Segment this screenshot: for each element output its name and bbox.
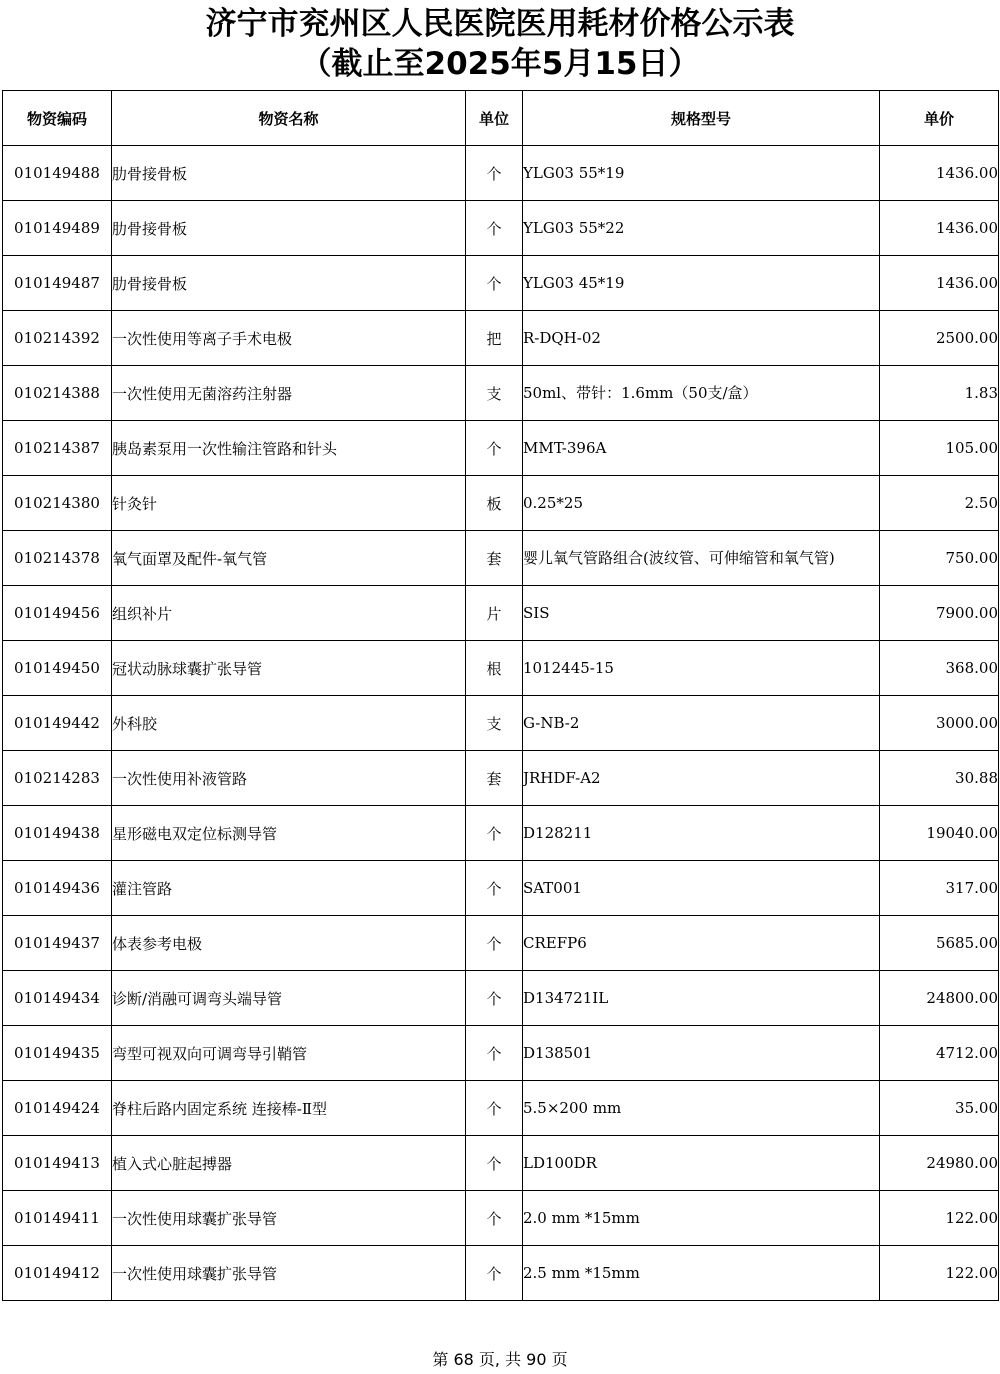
cell-name: 一次性使用球囊扩张导管 [112,1246,466,1301]
cell-price: 5685.00 [880,916,999,971]
cell-price: 1.83 [880,366,999,421]
cell-price: 122.00 [880,1191,999,1246]
cell-price: 24980.00 [880,1136,999,1191]
cell-name: 组织补片 [112,586,466,641]
cell-price: 122.00 [880,1246,999,1301]
cell-price: 7900.00 [880,586,999,641]
cell-code: 010149411 [3,1191,112,1246]
cell-unit: 个 [466,861,523,916]
price-table [2,90,999,1301]
cell-name: 弯型可视双向可调弯导引鞘管 [112,1026,466,1081]
cell-code: 010214388 [3,366,112,421]
table-row [3,1026,999,1081]
cell-code: 010149450 [3,641,112,696]
table-body [3,146,999,1301]
cell-spec: MMT-396A [523,421,880,476]
cell-spec: D128211 [523,806,880,861]
header-unit: 单位 [466,91,523,146]
table-row [3,201,999,256]
cell-spec: 5.5×200 mm [523,1081,880,1136]
cell-name: 灌注管路 [112,861,466,916]
cell-name: 脊柱后路内固定系统 连接棒-Ⅱ型 [112,1081,466,1136]
cell-price: 4712.00 [880,1026,999,1081]
cell-unit: 套 [466,751,523,806]
cell-price: 750.00 [880,531,999,586]
cell-name: 冠状动脉球囊扩张导管 [112,641,466,696]
cell-price: 1436.00 [880,256,999,311]
cell-name: 星形磁电双定位标测导管 [112,806,466,861]
cell-code: 010214378 [3,531,112,586]
table-row [3,146,999,201]
cell-price: 30.88 [880,751,999,806]
cell-spec: 50ml、带针：1.6mm（50支/盒） [523,366,880,421]
cell-price: 1436.00 [880,146,999,201]
cell-unit: 个 [466,971,523,1026]
cell-name: 体表参考电极 [112,916,466,971]
cell-name: 诊断/消融可调弯头端导管 [112,971,466,1026]
cell-unit: 根 [466,641,523,696]
table-row [3,421,999,476]
cell-spec: 2.0 mm *15mm [523,1191,880,1246]
cell-price: 105.00 [880,421,999,476]
cell-unit: 个 [466,256,523,311]
cell-unit: 个 [466,421,523,476]
cell-name: 一次性使用球囊扩张导管 [112,1191,466,1246]
cell-unit: 个 [466,1026,523,1081]
cell-code: 010149442 [3,696,112,751]
cell-spec: G-NB-2 [523,696,880,751]
cell-code: 010149412 [3,1246,112,1301]
cell-price: 2.50 [880,476,999,531]
cell-price: 3000.00 [880,696,999,751]
cell-unit: 支 [466,366,523,421]
cell-unit: 支 [466,696,523,751]
cell-spec: 1012445-15 [523,641,880,696]
cell-spec: SIS [523,586,880,641]
table-row [3,366,999,421]
table-row [3,256,999,311]
page-subtitle-date: （截止至2025年5月15日） [300,46,700,82]
table-header-row [3,91,999,146]
table-row [3,531,999,586]
cell-name: 针灸针 [112,476,466,531]
cell-name: 肋骨接骨板 [112,201,466,256]
cell-name: 一次性使用补液管路 [112,751,466,806]
table-row [3,1136,999,1191]
cell-code: 010149456 [3,586,112,641]
cell-code: 010149489 [3,201,112,256]
table-row [3,971,999,1026]
cell-spec: D134721IL [523,971,880,1026]
cell-price: 35.00 [880,1081,999,1136]
cell-unit: 个 [466,1246,523,1301]
cell-code: 010214387 [3,421,112,476]
table-row [3,916,999,971]
cell-unit: 个 [466,916,523,971]
cell-price: 24800.00 [880,971,999,1026]
cell-code: 010149487 [3,256,112,311]
cell-spec: 婴儿氧气管路组合(波纹管、可伸缩管和氧气管) [523,531,880,586]
table-row [3,806,999,861]
cell-code: 010149424 [3,1081,112,1136]
cell-unit: 个 [466,1191,523,1246]
cell-unit: 个 [466,806,523,861]
page-number: 第 68 页, 共 90 页 [432,1350,568,1369]
cell-code: 010149434 [3,971,112,1026]
cell-unit: 个 [466,1081,523,1136]
cell-spec: D138501 [523,1026,880,1081]
table-row [3,1081,999,1136]
table-row [3,586,999,641]
header-name: 物资名称 [112,91,466,146]
cell-code: 010149438 [3,806,112,861]
cell-code: 010149413 [3,1136,112,1191]
table-row [3,311,999,366]
table-row [3,1191,999,1246]
cell-name: 一次性使用等离子手术电极 [112,311,466,366]
table-row [3,696,999,751]
cell-spec: SAT001 [523,861,880,916]
cell-code: 010149488 [3,146,112,201]
table-row [3,476,999,531]
cell-price: 1436.00 [880,201,999,256]
header-spec: 规格型号 [523,91,880,146]
cell-price: 2500.00 [880,311,999,366]
cell-name: 植入式心脏起搏器 [112,1136,466,1191]
table-row [3,641,999,696]
cell-name: 肋骨接骨板 [112,146,466,201]
cell-spec: YLG03 55*22 [523,201,880,256]
cell-spec: YLG03 45*19 [523,256,880,311]
cell-unit: 板 [466,476,523,531]
cell-code: 010214392 [3,311,112,366]
cell-unit: 个 [466,1136,523,1191]
cell-name: 胰岛素泵用一次性输注管路和针头 [112,421,466,476]
cell-unit: 把 [466,311,523,366]
cell-spec: 2.5 mm *15mm [523,1246,880,1301]
cell-spec: CREFP6 [523,916,880,971]
cell-unit: 套 [466,531,523,586]
page-title: 济宁市兖州区人民医院医用耗材价格公示表 [205,6,795,42]
header-price: 单价 [880,91,999,146]
cell-name: 一次性使用无菌溶药注射器 [112,366,466,421]
cell-price: 317.00 [880,861,999,916]
cell-price: 368.00 [880,641,999,696]
cell-spec: R-DQH-02 [523,311,880,366]
table-row [3,751,999,806]
cell-code: 010214380 [3,476,112,531]
cell-name: 肋骨接骨板 [112,256,466,311]
table-row [3,861,999,916]
cell-code: 010214283 [3,751,112,806]
cell-spec: YLG03 55*19 [523,146,880,201]
cell-spec: LD100DR [523,1136,880,1191]
header-code: 物资编码 [3,91,112,146]
cell-spec: JRHDF-A2 [523,751,880,806]
cell-name: 氧气面罩及配件-氧气管 [112,531,466,586]
cell-unit: 个 [466,201,523,256]
table-row [3,1246,999,1301]
cell-name: 外科胶 [112,696,466,751]
cell-code: 010149435 [3,1026,112,1081]
cell-code: 010149436 [3,861,112,916]
cell-unit: 个 [466,146,523,201]
cell-price: 19040.00 [880,806,999,861]
cell-unit: 片 [466,586,523,641]
cell-code: 010149437 [3,916,112,971]
cell-spec: 0.25*25 [523,476,880,531]
